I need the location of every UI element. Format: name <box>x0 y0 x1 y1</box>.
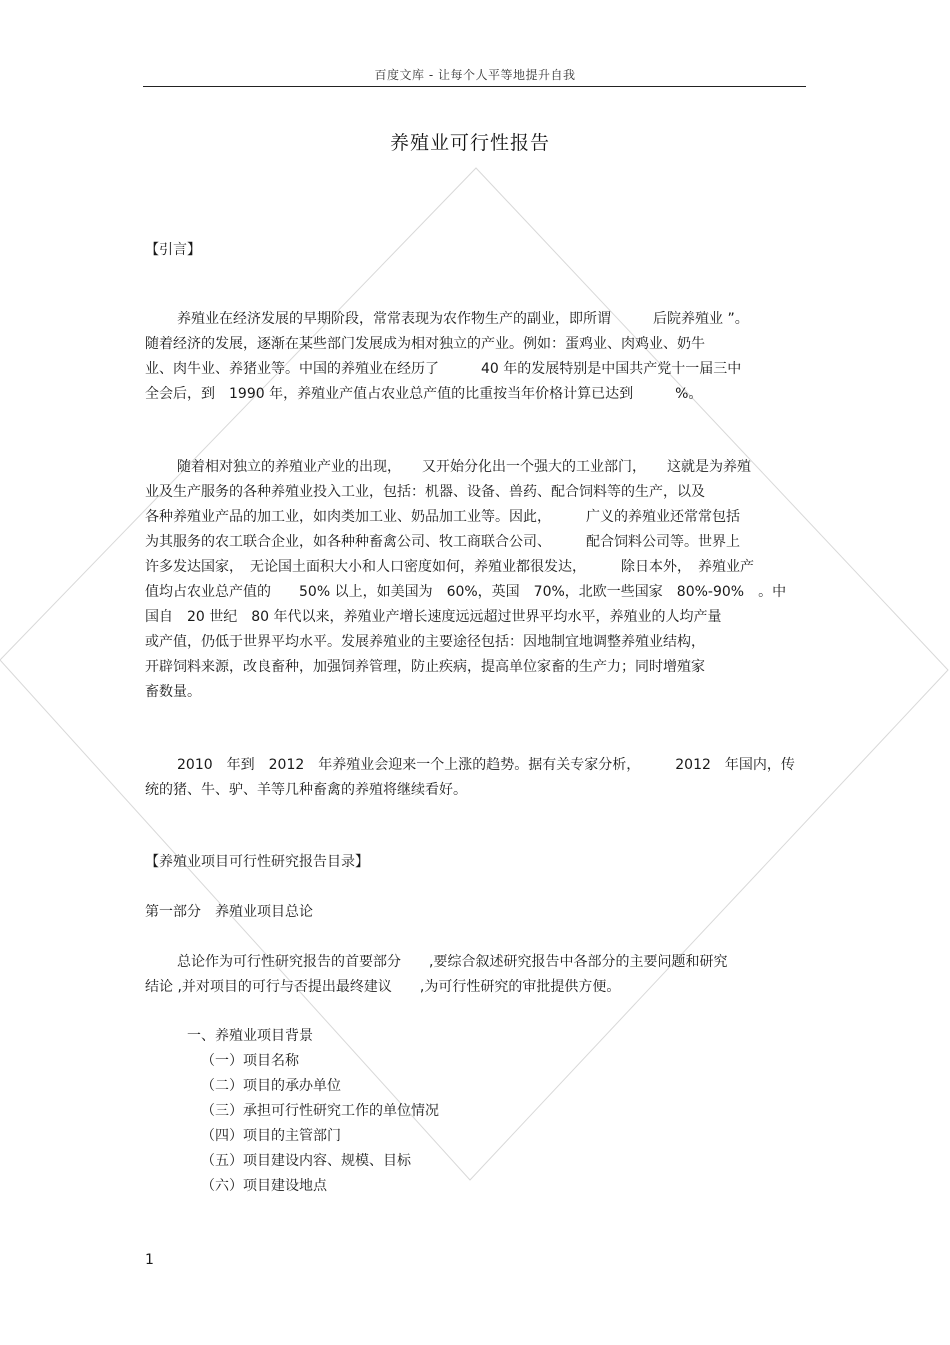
toc-list-item: （六）项目建设地点 <box>201 1178 327 1194</box>
paragraph1-line: 养殖业在经济发展的早期阶段，常常表现为农作物生产的副业，即所谓 后院养殖业 ”。 <box>177 311 749 327</box>
header-divider <box>143 86 806 87</box>
toc-list-item: （二）项目的承办单位 <box>201 1078 341 1094</box>
subsection-heading: 一、养殖业项目背景 <box>187 1028 313 1044</box>
intro-heading: 【引言】 <box>145 242 201 258</box>
paragraph1-line: 随着经济的发展，逐渐在某些部门发展成为相对独立的产业。例如：蛋鸡业、肉鸡业、奶牛 <box>145 336 705 352</box>
paragraph2-line: 许多发达国家， 无论国土面积大小和人口密度如何，养殖业都很发达， 除日本外， 养殖业产 <box>145 559 754 575</box>
paragraph4-line: 总论作为可行性研究报告的首要部分 ,要综合叙述研究报告中各部分的主要问题和研究 <box>177 954 728 970</box>
toc-list-item: （四）项目的主管部门 <box>201 1128 341 1144</box>
paragraph2-line: 各种养殖业产品的加工业，如肉类加工业、奶品加工业等。因此， 广义的养殖业还常常包括 <box>145 509 740 525</box>
page-header: 百度文库 - 让每个人平等地提升自我 <box>374 68 576 82</box>
page-number: 1 <box>145 1252 154 1268</box>
paragraph3-line: 统的猪、牛、驴、羊等几种畜禽的养殖将继续看好。 <box>145 782 467 798</box>
paragraph1-line: 业、肉牛业、养猪业等。中国的养殖业在经历了 40 年的发展特别是中国共产党十一届三中 <box>145 361 742 377</box>
paragraph2-line: 畜数量。 <box>145 684 201 700</box>
part1-heading: 第一部分 养殖业项目总论 <box>145 904 313 920</box>
paragraph1-line: 全会后，到 1990 年，养殖业产值占农业总产值的比重按当年价格计算已达到 %。 <box>145 386 703 402</box>
toc-heading: 【养殖业项目可行性研究报告目录】 <box>145 854 369 870</box>
paragraph2-line: 业及生产服务的各种养殖业投入工业，包括：机器、设备、兽药、配合饲料等的生产，以及 <box>145 484 705 500</box>
toc-list-item: （三）承担可行性研究工作的单位情况 <box>201 1103 439 1119</box>
document-title: 养殖业可行性报告 <box>389 132 550 154</box>
toc-list-item: （一）项目名称 <box>201 1053 299 1069</box>
toc-list-item: （五）项目建设内容、规模、目标 <box>201 1153 411 1169</box>
paragraph2-line: 国自 20 世纪 80 年代以来，养殖业产增长速度远远超过世界平均水平，养殖业的人均产量 <box>145 609 722 625</box>
paragraph2-line: 开辟饲料来源，改良畜种，加强饲养管理，防止疾病，提高单位家畜的生产力；同时增殖家 <box>145 659 705 675</box>
paragraph2-line: 随着相对独立的养殖业产业的出现， 又开始分化出一个强大的工业部门， 这就是为养殖 <box>177 459 751 475</box>
paragraph2-line: 值均占农业总产值的 50% 以上，如美国为 60%，英国 70%，北欧一些国家 80%-90% 。中 <box>145 584 787 600</box>
paragraph2-line: 或产值，仍低于世界平均水平。发展养殖业的主要途径包括：因地制宜地调整养殖业结构， <box>145 634 705 650</box>
paragraph2-line: 为其服务的农工联合企业，如各种种畜禽公司、牧工商联合公司、 配合饲料公司等。世界上 <box>145 534 740 550</box>
paragraph3-line: 2010 年到 2012 年养殖业会迎来一个上涨的趋势。据有关专家分析， 2012 年国内，传 <box>177 757 795 773</box>
paragraph4-line: 结论 ,并对项目的可行与否提出最终建议 ,为可行性研究的审批提供方便。 <box>145 979 621 995</box>
